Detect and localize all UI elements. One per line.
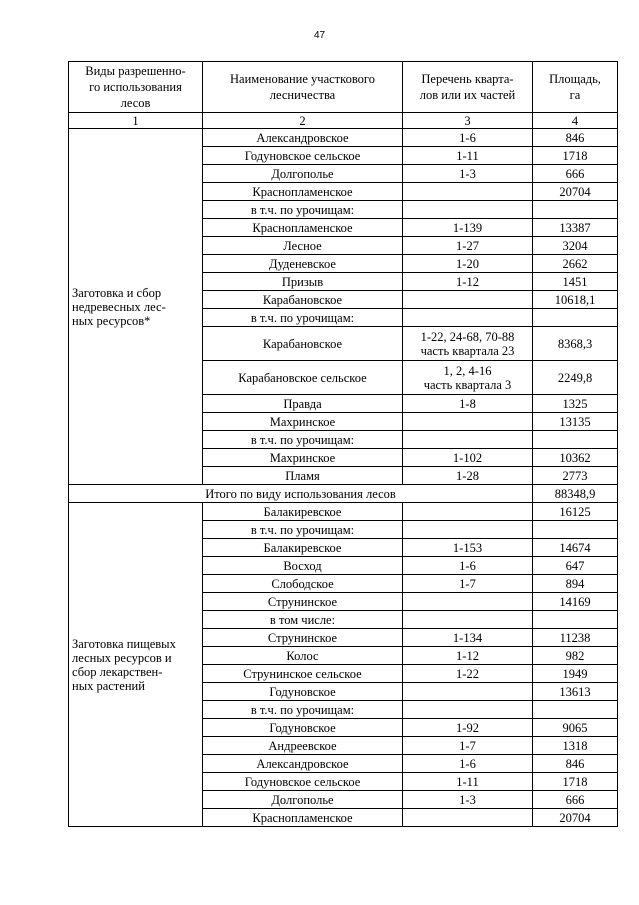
total-area: 88348,9 <box>533 485 618 503</box>
forestry-name-cell: Лесное <box>203 237 403 255</box>
forestry-name-cell: Дуденевское <box>203 255 403 273</box>
area-cell: 666 <box>533 791 618 809</box>
forestry-name-cell: Правда <box>203 395 403 413</box>
forestry-name-cell: Призыв <box>203 273 403 291</box>
column-number: 1 <box>69 113 203 129</box>
forestry-name-cell: Краснопламенское <box>203 809 403 827</box>
quarters-cell: 1-27 <box>403 237 533 255</box>
quarters-cell <box>403 201 533 219</box>
area-cell: 16125 <box>533 503 618 521</box>
quarters-cell: 1-139 <box>403 219 533 237</box>
category-food-and-medicinal-resources: Заготовка пищевых лесных ресурсов и сбор лекарствен- ных растений <box>69 503 203 827</box>
area-cell: 666 <box>533 165 618 183</box>
area-cell: 846 <box>533 755 618 773</box>
quarters-cell: 1-22, 24-68, 70-88 часть квартала 23 <box>403 327 533 361</box>
quarters-cell: 1-6 <box>403 755 533 773</box>
quarters-cell: 1-20 <box>403 255 533 273</box>
forestry-name-cell: Александровское <box>203 129 403 147</box>
area-cell: 13135 <box>533 413 618 431</box>
quarters-cell: 1-8 <box>403 395 533 413</box>
area-cell: 1718 <box>533 773 618 791</box>
quarters-cell: 1, 2, 4-16 часть квартала 3 <box>403 361 533 395</box>
area-cell: 2249,8 <box>533 361 618 395</box>
header-row <box>69 62 618 113</box>
quarters-cell <box>403 413 533 431</box>
area-cell <box>533 309 618 327</box>
forestry-name-cell: Андреевское <box>203 737 403 755</box>
area-cell: 982 <box>533 647 618 665</box>
forestry-name-cell: Годуновское <box>203 683 403 701</box>
forestry-name-cell: Долгополье <box>203 165 403 183</box>
quarters-cell: 1-28 <box>403 467 533 485</box>
total-row <box>69 485 618 503</box>
quarters-cell <box>403 683 533 701</box>
header-area: Площадь, га <box>533 62 618 113</box>
quarters-cell: 1-22 <box>403 665 533 683</box>
page-number: 47 <box>313 30 326 41</box>
quarters-cell: 1-3 <box>403 165 533 183</box>
area-cell <box>533 201 618 219</box>
quarters-cell: 1-3 <box>403 791 533 809</box>
forestry-name-cell: Махринское <box>203 413 403 431</box>
quarters-cell <box>403 593 533 611</box>
quarters-cell: 1-134 <box>403 629 533 647</box>
quarters-cell: 1-7 <box>403 575 533 593</box>
forestry-name-cell: Годуновское <box>203 719 403 737</box>
area-cell: 10618,1 <box>533 291 618 309</box>
area-cell: 13387 <box>533 219 618 237</box>
forestry-name-cell: Александровское <box>203 755 403 773</box>
quarters-cell <box>403 183 533 201</box>
column-number: 2 <box>203 113 403 129</box>
area-cell: 1318 <box>533 737 618 755</box>
forestry-name-cell: Карабановское <box>203 327 403 361</box>
quarters-cell: 1-12 <box>403 273 533 291</box>
forestry-name-cell: Краснопламенское <box>203 183 403 201</box>
area-cell <box>533 521 618 539</box>
forestry-name-cell: в т.ч. по урочищам: <box>203 431 403 449</box>
area-cell: 13613 <box>533 683 618 701</box>
header-quarters: Перечень кварта- лов или их частей <box>403 62 533 113</box>
quarters-cell <box>403 503 533 521</box>
column-numbers-row <box>69 113 618 129</box>
forestry-name-cell: в т.ч. по урочищам: <box>203 701 403 719</box>
area-cell: 20704 <box>533 183 618 201</box>
area-cell <box>533 431 618 449</box>
area-cell: 1718 <box>533 147 618 165</box>
area-cell: 8368,3 <box>533 327 618 361</box>
area-cell <box>533 611 618 629</box>
quarters-cell <box>403 431 533 449</box>
forestry-name-cell: Струнинское <box>203 629 403 647</box>
area-cell: 647 <box>533 557 618 575</box>
total-label: Итого по виду использования лесов <box>69 485 533 503</box>
quarters-cell: 1-11 <box>403 773 533 791</box>
area-cell: 2773 <box>533 467 618 485</box>
quarters-cell: 1-6 <box>403 557 533 575</box>
quarters-cell: 1-7 <box>403 737 533 755</box>
area-cell: 2662 <box>533 255 618 273</box>
forestry-name-cell: Пламя <box>203 467 403 485</box>
forestry-name-cell: Карабановское сельское <box>203 361 403 395</box>
table-row <box>69 503 618 521</box>
area-cell: 9065 <box>533 719 618 737</box>
forestry-name-cell: в т.ч. по урочищам: <box>203 309 403 327</box>
area-cell <box>533 701 618 719</box>
forestry-name-cell: Струнинское <box>203 593 403 611</box>
quarters-cell: 1-153 <box>403 539 533 557</box>
table-row <box>69 129 618 147</box>
quarters-cell <box>403 809 533 827</box>
header-use-type: Виды разрешенно- го использования лесов <box>69 62 203 113</box>
quarters-cell <box>403 611 533 629</box>
area-cell: 14674 <box>533 539 618 557</box>
forestry-name-cell: Годуновское сельское <box>203 773 403 791</box>
forestry-name-cell: Годуновское сельское <box>203 147 403 165</box>
forestry-name-cell: Струнинское сельское <box>203 665 403 683</box>
quarters-cell: 1-92 <box>403 719 533 737</box>
quarters-cell: 1-6 <box>403 129 533 147</box>
forestry-name-cell: Карабановское <box>203 291 403 309</box>
forestry-name-cell: Восход <box>203 557 403 575</box>
area-cell: 1949 <box>533 665 618 683</box>
area-cell: 20704 <box>533 809 618 827</box>
area-cell: 3204 <box>533 237 618 255</box>
quarters-cell <box>403 701 533 719</box>
header-forestry-name: Наименование участкового лесничества <box>203 62 403 113</box>
forestry-name-cell: в т.ч. по урочищам: <box>203 521 403 539</box>
column-number: 4 <box>533 113 618 129</box>
forestry-name-cell: в том числе: <box>203 611 403 629</box>
forest-use-table <box>68 61 618 827</box>
quarters-cell <box>403 291 533 309</box>
area-cell: 894 <box>533 575 618 593</box>
area-cell: 14169 <box>533 593 618 611</box>
column-number: 3 <box>403 113 533 129</box>
quarters-cell: 1-11 <box>403 147 533 165</box>
category-non-timber-resources: Заготовка и сбор недревесных лес- ных ресурсов* <box>69 129 203 485</box>
quarters-cell <box>403 521 533 539</box>
forestry-name-cell: Балакиревское <box>203 503 403 521</box>
forestry-name-cell: Махринское <box>203 449 403 467</box>
quarters-cell: 1-102 <box>403 449 533 467</box>
quarters-cell: 1-12 <box>403 647 533 665</box>
forestry-name-cell: Слободское <box>203 575 403 593</box>
area-cell: 1325 <box>533 395 618 413</box>
forestry-name-cell: Балакиревское <box>203 539 403 557</box>
area-cell: 10362 <box>533 449 618 467</box>
quarters-cell <box>403 309 533 327</box>
forestry-name-cell: Колос <box>203 647 403 665</box>
area-cell: 1451 <box>533 273 618 291</box>
area-cell: 11238 <box>533 629 618 647</box>
forestry-name-cell: Долгополье <box>203 791 403 809</box>
area-cell: 846 <box>533 129 618 147</box>
forestry-name-cell: в т.ч. по урочищам: <box>203 201 403 219</box>
forestry-name-cell: Краснопламенское <box>203 219 403 237</box>
